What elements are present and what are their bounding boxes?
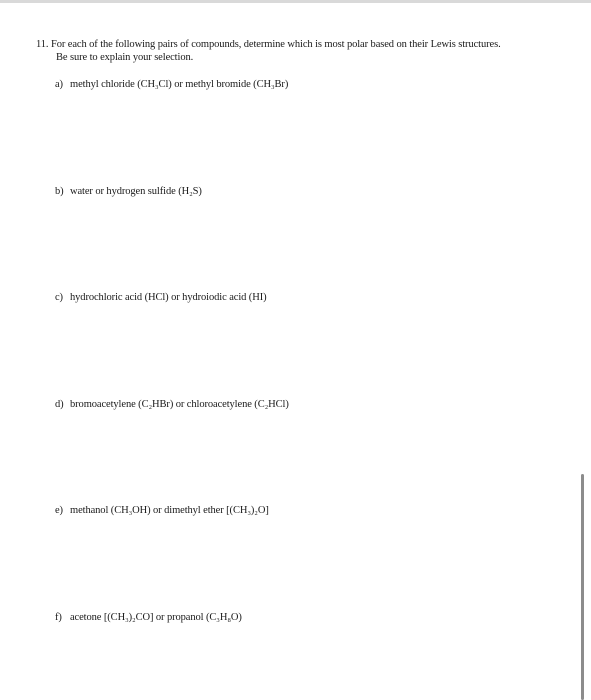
top-border — [0, 0, 591, 3]
part-a-label: a) — [55, 79, 63, 90]
part-b-text: water or hydrogen sulfide (H₂S) — [70, 186, 202, 197]
scrollbar-thumb[interactable] — [581, 474, 584, 700]
question-line-2: Be sure to explain your selection. — [56, 52, 194, 63]
part-d — [55, 398, 289, 411]
part-a-text: methyl chloride (CH₃Cl) or methyl bromide (CH₃Br) — [70, 79, 289, 90]
part-c — [55, 291, 266, 304]
part-d-text: bromoacetylene (C₂HBr) or chloroacetylene (C₂HCl) — [70, 399, 289, 410]
part-a — [55, 78, 288, 91]
part-e — [55, 504, 269, 517]
part-c-label: c) — [55, 292, 63, 303]
question-prompt — [36, 38, 566, 64]
part-f-label: f) — [55, 612, 62, 623]
part-b — [55, 185, 202, 198]
part-b-label: b) — [55, 186, 64, 197]
part-d-label: d) — [55, 399, 64, 410]
part-f — [55, 611, 242, 624]
part-f-text: acetone [(CH₃)₂CO] or propanol (C₃H₈O) — [70, 612, 242, 623]
part-e-label: e) — [55, 505, 63, 516]
part-e-text: methanol (CH₃OH) or dimethyl ether [(CH₃)₂O] — [70, 505, 269, 516]
part-c-text: hydrochloric acid (HCl) or hydroiodic acid (HI) — [70, 292, 267, 303]
question-line-1: 11. For each of the following pairs of compounds, determine which is most polar based on their Lewis structures. — [36, 39, 501, 50]
